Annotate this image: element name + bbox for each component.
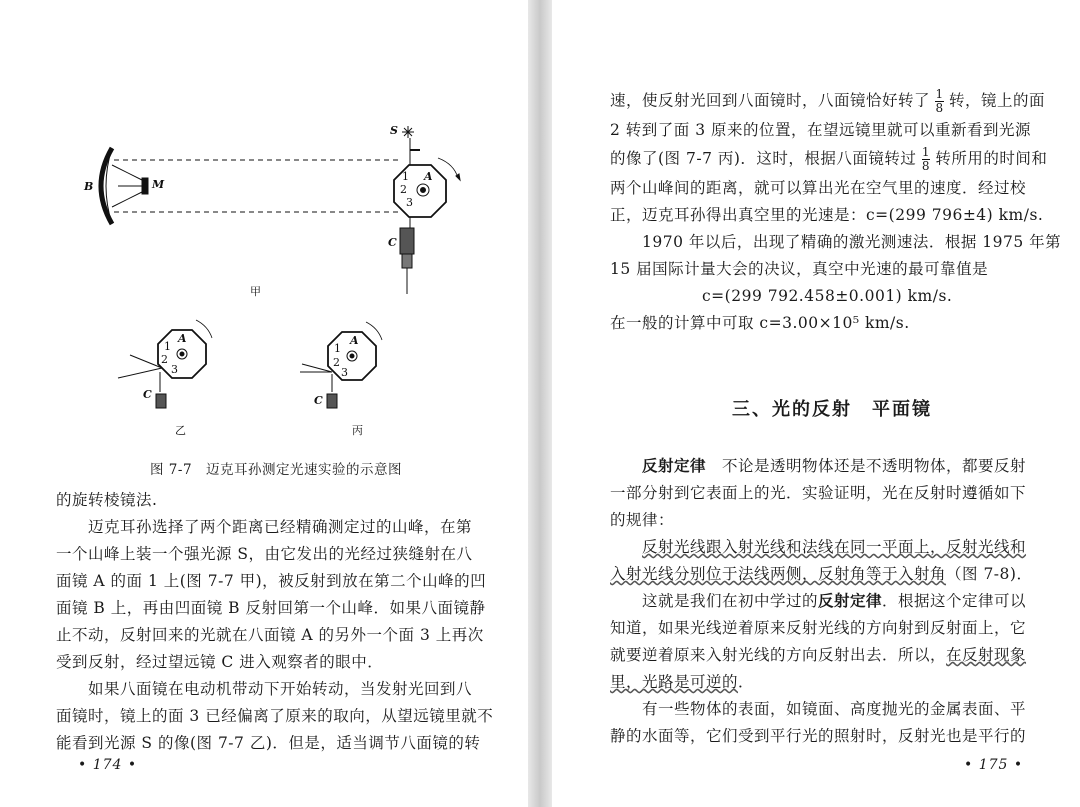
body-line: 有一些物体的表面，如镜面、高度抛光的金属表面、平 bbox=[642, 700, 1027, 718]
fraction-denominator: 8 bbox=[921, 159, 930, 173]
body-line: 面镜 A 的面 1 上(图 7-7 甲)，被反射到放在第二个山峰的凹 bbox=[56, 572, 487, 590]
label-yi-c: C bbox=[143, 388, 152, 401]
body-line bbox=[610, 672, 754, 692]
figure-caption: 图 7-7 迈克耳孙测定光速实验的示意图 bbox=[150, 462, 403, 478]
fraction-numerator: 1 bbox=[935, 87, 944, 101]
body-line: 在一般的计算中可取 c=3.00×10⁵ km/s. bbox=[610, 314, 910, 332]
body-line bbox=[610, 645, 1026, 665]
body-line: 面镜时，镜上的面 3 已经偏离了原来的取向，从望远镜里就不 bbox=[56, 707, 494, 725]
body-line: 15 届国际计量大会的决议，真空中光速的最可靠值是 bbox=[610, 260, 989, 278]
diagram-jia bbox=[101, 126, 460, 294]
fraction bbox=[922, 146, 930, 173]
body-line: 一部分射到它表面上的光．实验证明，光在反射时遵循如下 bbox=[610, 484, 1027, 502]
sublabel-yi: 乙 bbox=[175, 424, 186, 437]
formula-line: c=(299 792.458±0.001) km/s. bbox=[702, 287, 953, 305]
fraction-numerator: 1 bbox=[921, 145, 930, 159]
line-text: 速，使反射光回到八面镜时，八面镜恰好转了 bbox=[610, 91, 936, 110]
label-yi-1: 1 bbox=[164, 340, 171, 353]
label-s: S bbox=[390, 124, 398, 137]
section-title: 三、光的反射 平面镜 bbox=[732, 399, 932, 420]
body-line: 如果八面镜在电动机带动下开始转动，当发射光回到八 bbox=[88, 680, 473, 698]
label-bing-3: 3 bbox=[341, 366, 348, 379]
body-line: 止不动，反射回来的光就在八面镜 A 的另外一个面 3 上再次 bbox=[56, 626, 484, 644]
label-face-3: 3 bbox=[406, 196, 413, 209]
line-text: 的像了(图 7-7 丙)．这时，根据八面镜转过 bbox=[610, 149, 922, 168]
label-yi-a: A bbox=[178, 332, 187, 345]
michelson-figure bbox=[0, 0, 528, 440]
body-line: 两个山峰间的距离，就可以算出光在空气里的速度．经过校 bbox=[610, 179, 1027, 197]
line-text: 转，镜上的面 bbox=[943, 91, 1046, 110]
emphasized-text: 里，光路是可逆的 bbox=[610, 673, 739, 691]
term-reflection-law: 反射定律 bbox=[818, 592, 883, 610]
body-line: 的旋转棱镜法. bbox=[56, 491, 158, 509]
light-source-star bbox=[402, 126, 414, 138]
label-yi-2: 2 bbox=[161, 353, 168, 366]
body-line: 面镜 B 上，再由凹面镜 B 反射回第一个山峰．如果八面镜静 bbox=[56, 599, 486, 617]
body-line bbox=[610, 564, 1032, 584]
label-bing-2: 2 bbox=[333, 356, 340, 369]
body-line: 迈克耳孙选择了两个距离已经精确测定过的山峰，在第 bbox=[88, 518, 473, 536]
term-reflection-law: 反射定律 bbox=[642, 457, 707, 475]
fraction bbox=[935, 88, 943, 115]
label-c: C bbox=[388, 236, 397, 249]
emphasized-text: 反射光线跟入射光线和法线在同一平面上，反射光线和 bbox=[642, 538, 1027, 556]
book-gutter bbox=[528, 0, 552, 807]
page-number-right: • 175 • bbox=[964, 757, 1024, 773]
body-line: 一个山峰上装一个强光源 S，由它发出的光经过狭缝射在八 bbox=[56, 545, 473, 563]
diagram-bing bbox=[300, 322, 382, 408]
body-line bbox=[610, 88, 1045, 115]
body-line bbox=[610, 537, 1026, 557]
sublabel-bing: 丙 bbox=[352, 424, 363, 437]
body-line: 知道，如果光线逆着原来反射光线的方向射到反射面上，它 bbox=[610, 619, 1027, 637]
label-a: A bbox=[424, 170, 433, 183]
body-line: 1970 年以后，出现了精确的激光测速法．根据 1975 年第 bbox=[642, 233, 1062, 251]
label-bing-c: C bbox=[314, 394, 323, 407]
body-line: 受到反射，经过望远镜 C 进入观察者的眼中． bbox=[56, 653, 384, 671]
line-text: 转所用的时间和 bbox=[929, 149, 1048, 168]
body-line bbox=[610, 456, 1026, 476]
body-line: 正，迈克耳孙得出真空里的光速是：c=(299 796±4) km/s. bbox=[610, 206, 1044, 224]
body-line: 2 转到了面 3 原来的位置，在望远镜里就可以重新看到光源 bbox=[610, 121, 1032, 139]
label-yi-3: 3 bbox=[171, 363, 178, 376]
line-text: ． bbox=[738, 673, 755, 691]
left-page bbox=[0, 0, 528, 807]
sublabel-jia: 甲 bbox=[250, 285, 261, 298]
emphasized-text: 在反射现象 bbox=[946, 646, 1027, 664]
body-line: 能看到光源 S 的像(图 7-7 乙)．但是，适当调节八面镜的转 bbox=[56, 734, 481, 752]
label-bing-a: A bbox=[350, 334, 359, 347]
line-text: （图 7-8)． bbox=[946, 565, 1033, 583]
line-text: 不论是透明物体还是不透明物体，都要反射 bbox=[706, 457, 1027, 475]
line-text: 这就是我们在初中学过的 bbox=[642, 592, 819, 610]
label-face-2: 2 bbox=[400, 183, 407, 196]
body-line bbox=[610, 591, 1026, 611]
label-face-1: 1 bbox=[402, 170, 409, 183]
line-text: ．根据这个定律可以 bbox=[882, 592, 1027, 610]
body-line: 静的水面等，它们受到平行光的照射时，反射光也是平行的 bbox=[610, 727, 1027, 745]
label-b: B bbox=[84, 180, 94, 193]
body-line: 的规律： bbox=[610, 511, 675, 529]
body-line bbox=[610, 146, 1047, 173]
right-page bbox=[552, 0, 1080, 807]
fraction-denominator: 8 bbox=[935, 101, 944, 115]
label-bing-1: 1 bbox=[334, 342, 341, 355]
label-m: M bbox=[152, 178, 165, 191]
telescope-c bbox=[400, 228, 414, 294]
emphasized-text: 入射光线分别位于法线两侧，反射角等于入射角 bbox=[610, 565, 947, 583]
page-number-left: • 174 • bbox=[78, 757, 138, 773]
line-text: 就要逆着原来入射光线的方向反射出去．所以， bbox=[610, 646, 947, 664]
